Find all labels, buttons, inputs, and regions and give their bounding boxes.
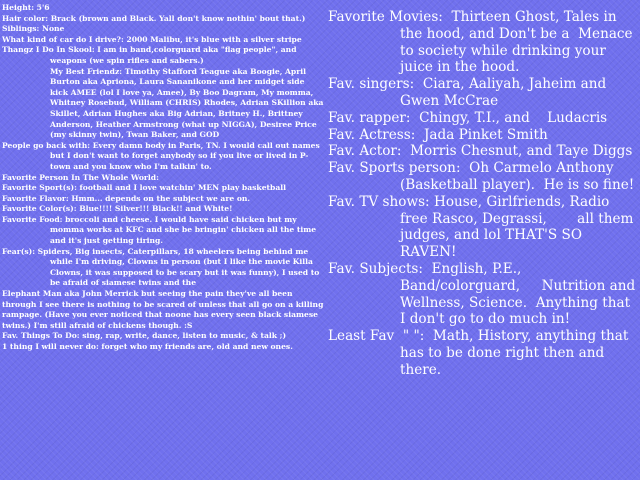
- favorite-label: Fav. Actress:: [328, 126, 424, 143]
- favorite-entry: [328, 9, 638, 76]
- left-text-column: [2, 3, 324, 353]
- profile-line: Fear(s): Spiders, Big insects, Caterpillars, 18 wheelers being behind me while I'm driving, Clowns in person (but I like the movie Killa Clowns, it was supposed to be scary but it was funny), I used to be afraid of siamese twins and the: [2, 246, 320, 288]
- right-text-column: [328, 9, 638, 379]
- favorite-value: Oh Carmelo Anthony (Basketball player). He is so fine!: [400, 160, 635, 193]
- favorite-entry: [328, 127, 638, 144]
- profile-line: Favorite Flavor: Hmm... depends on the subject we are on.: [2, 193, 251, 203]
- profile-line: Height: 5'6: [2, 3, 50, 12]
- favorite-value: English, P.E., Band/colorguard, Nutrition and Wellness, Science. Anything that I don't go to do much in!: [400, 260, 640, 328]
- favorite-value: Chingy, T.I., and Ludacris: [419, 109, 608, 126]
- favorite-entry: [328, 328, 638, 378]
- profile-line: Hair color: Brack (brown and Black. Yall don't know nothin' bout that.): [2, 13, 306, 23]
- favorite-value: Ciara, Aaliyah, Jaheim and Gwen McCrae: [400, 76, 611, 109]
- profile-line: Thangz I Do In Skool: I am in band,colorguard aka "flag people", and weapons (we spin rifles and sabers.): [2, 45, 297, 65]
- profile-line: Fav. Things To Do: sing, rap, write, dance, listen to music, & talk ;): [2, 331, 287, 341]
- favorite-label: Fav. TV shows:: [328, 193, 434, 210]
- profile-line: People go back with: Every damn body in Paris, TN. I would call out names but I don't want to forget anybody so if you live or lived in P-town and you know who I'm talkin' to.: [2, 140, 320, 171]
- favorite-label: Fav. singers:: [328, 76, 423, 93]
- profile-line: Elephant Man aka John Merrick but seeing the pain they've all been through I see there is nothing to be scared of unless that all go on a killing rampage. (Have you ever noticed that noone has every seen black siamese twins.) I'm still afraid of chickens though. :S: [2, 289, 324, 330]
- favorite-value: Math, History, anything that has to be done right then and there.: [400, 328, 633, 378]
- favorite-label: Fav. rapper:: [328, 109, 420, 126]
- favorite-label: Fav. Actor:: [328, 143, 411, 160]
- favorite-value: Morris Chesnut, and Taye Diggs: [410, 143, 633, 160]
- favorite-label: Favorite Movies:: [328, 9, 452, 25]
- favorite-value: Thirteen Ghost, Tales in the hood, and Don't be a Menace to society while drinking your juice in the hood.: [400, 9, 637, 76]
- favorite-entry: [328, 143, 638, 160]
- favorite-value: Jada Pinket Smith: [423, 126, 548, 143]
- profile-line: Favorite Food: broccoli and cheese. I would have said chicken but my momma works at KFC and she be bringin' chicken all the time and it's just getting tiring.: [2, 214, 317, 246]
- profile-line: Siblings: None: [2, 24, 65, 34]
- favorite-entry: [328, 110, 638, 127]
- favorite-entry: [328, 261, 638, 328]
- profile-line: Favorite Person In The Whole World:: [2, 172, 159, 182]
- favorite-label: Fav. Sports person:: [328, 160, 470, 177]
- favorite-value: House, Girlfriends, Radio free Rasco, Degrassi, all them judges, and lol THAT'S SO RAVEN!: [400, 193, 638, 261]
- profile-line: 1 thing I will never do: forget who my friends are, old and new ones.: [2, 342, 293, 351]
- profile-line: What kind of car do I drive?: 2000 Malibu, it's blue with a silver stripe: [2, 34, 302, 44]
- favorite-entry: [328, 194, 638, 261]
- favorite-entry: [328, 76, 638, 110]
- favorite-label: Fav. Subjects:: [328, 260, 432, 277]
- profile-line: My Best Friendz: Timothy Stafford Teague aka Boogie, April Burton aka Apriona, Laura Sananikone and her midget side kick AMEE (lol I love ya, Amee), By Boo Dagram, My momma, Whitney Rosebud, William (CHRIS) Rhodes, Adrian SKillion aka Skillet, Adrian Hughes aka Big Adrian, Britney H., Brittney Anderson, Heather Armstrong (what up NIGGA), Desiree Price (my skinny twin), Twan Baker, and GOD: [50, 66, 324, 140]
- profile-line: Favorite Color(s): Blue!!!! Silver!!! Black!! and White!: [2, 204, 233, 214]
- favorite-entry: [328, 160, 638, 194]
- favorite-label: Least Fav " ":: [328, 328, 433, 345]
- profile-line: Favorite Sport(s): football and I love watchin' MEN play basketball: [2, 183, 287, 193]
